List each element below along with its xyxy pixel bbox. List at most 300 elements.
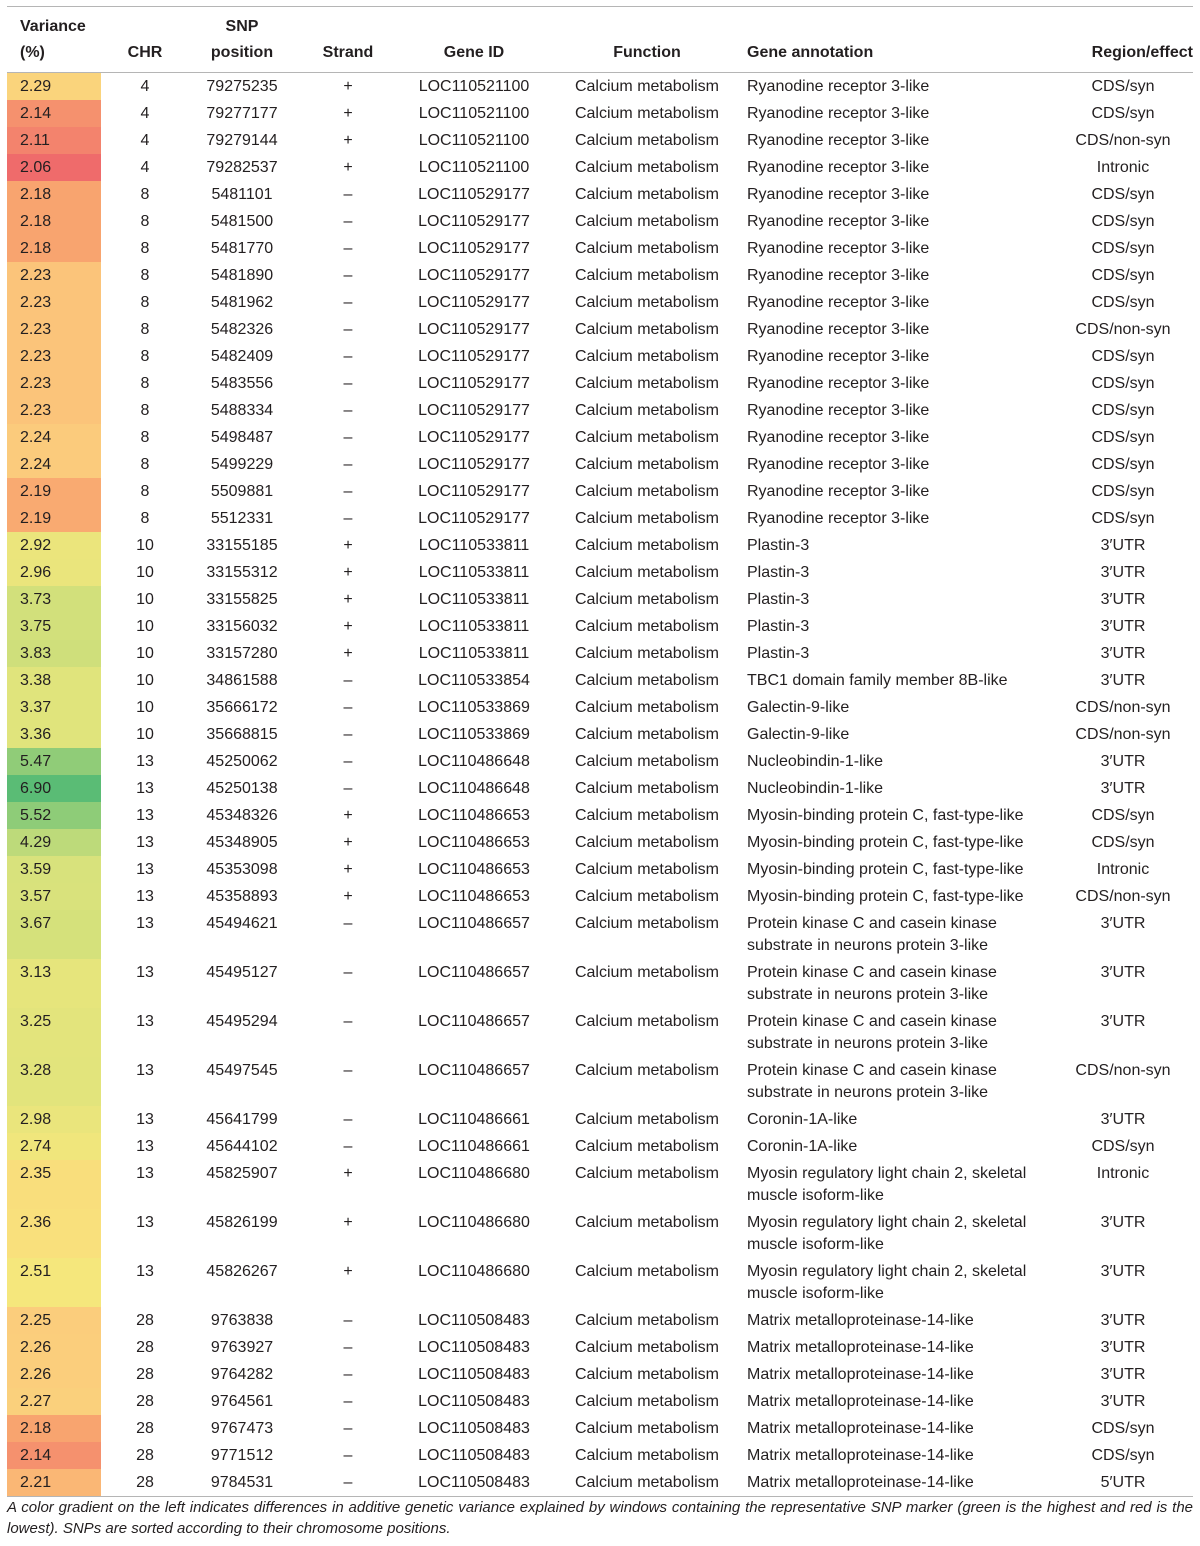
- snp-position-cell: 33156032: [206, 618, 278, 635]
- strand-cell: –: [343, 1013, 353, 1030]
- chr-cell: 13: [136, 1138, 154, 1155]
- region-effect-cell: CDS/syn: [1091, 267, 1155, 284]
- variance-cell: 3.25: [7, 1008, 101, 1057]
- chr-cell: 8: [140, 483, 150, 500]
- function-cell: Calcium metabolism: [574, 1420, 720, 1437]
- function-cell: Calcium metabolism: [574, 591, 720, 608]
- chr-cell: 4: [140, 105, 150, 122]
- function-cell: Calcium metabolism: [574, 726, 720, 743]
- table-row: [7, 154, 1193, 181]
- strand-cell: –: [343, 321, 353, 338]
- variance-cell: 2.29: [7, 73, 101, 101]
- gene-id-cell: LOC110533854: [418, 672, 530, 689]
- gene-annotation-cell: Ryanodine receptor 3-like: [747, 483, 930, 500]
- gene-annotation-cell: Ryanodine receptor 3-like: [747, 321, 930, 338]
- snp-table: [7, 6, 1193, 1497]
- gene-annotation-cell: Matrix metalloproteinase-14-like: [747, 1420, 974, 1437]
- snp-position-cell: 35668815: [206, 726, 278, 743]
- variance-cell: 5.52: [7, 802, 101, 829]
- function-cell: Calcium metabolism: [574, 1111, 720, 1128]
- table-row: [7, 208, 1193, 235]
- table-row: [7, 694, 1193, 721]
- region-effect-cell: 3′UTR: [1100, 618, 1146, 635]
- strand-cell: +: [343, 132, 353, 149]
- function-cell: Calcium metabolism: [574, 618, 720, 635]
- region-effect-cell: 3′UTR: [1100, 1312, 1146, 1329]
- chr-cell: 13: [136, 1263, 154, 1280]
- function-cell: Calcium metabolism: [574, 483, 720, 500]
- table-row: [7, 1469, 1193, 1497]
- chr-cell: 10: [136, 537, 154, 554]
- chr-cell: 8: [140, 402, 150, 419]
- gene-annotation-cell: Protein kinase C and casein kinase substrate in neurons protein 3-like: [747, 1062, 997, 1101]
- gene-id-cell: LOC110529177: [418, 186, 530, 203]
- gene-id-cell: LOC110533811: [418, 645, 530, 662]
- strand-cell: –: [343, 699, 353, 716]
- function-cell: Calcium metabolism: [574, 537, 720, 554]
- gene-id-cell: LOC110486657: [418, 1013, 530, 1030]
- table-footnote: A color gradient on the left indicates differences in additive genetic variance explained by windows containing the representative SNP marker (green is the highest and red is the lowest). SNPs are sorted according to their chromosome positions.: [7, 1499, 1193, 1537]
- snp-position-cell: 33155825: [206, 591, 278, 608]
- gene-id-cell: LOC110529177: [418, 510, 530, 527]
- table-row: [7, 1388, 1193, 1415]
- gene-annotation-cell: Myosin regulatory light chain 2, skeletal muscle isoform-like: [747, 1263, 1027, 1302]
- strand-cell: –: [295, 1469, 401, 1497]
- snp-position-cell: 5481500: [210, 213, 274, 230]
- region-effect-cell: CDS/non-syn: [1075, 888, 1171, 905]
- gene-annotation-cell: Matrix metalloproteinase-14-like: [747, 1312, 974, 1329]
- chr-cell: 10: [136, 645, 154, 662]
- strand-cell: –: [343, 510, 353, 527]
- chr-cell: 28: [136, 1366, 154, 1383]
- region-effect-cell: CDS/non-syn: [1075, 132, 1171, 149]
- region-effect-cell: CDS/syn: [1091, 456, 1155, 473]
- gene-annotation-cell: Myosin-binding protein C, fast-type-like: [747, 888, 1024, 905]
- gene-annotation-cell: Nucleobindin-1-like: [747, 753, 884, 770]
- function-cell: Calcium metabolism: [574, 105, 720, 122]
- region-effect-cell: 3′UTR: [1100, 1214, 1146, 1231]
- gene-annotation-cell: Ryanodine receptor 3-like: [747, 402, 930, 419]
- strand-cell: –: [343, 213, 353, 230]
- snp-position-cell: 45250062: [206, 753, 278, 770]
- region-effect-cell: 3′UTR: [1100, 1339, 1146, 1356]
- header-region-effect: Region/effect: [1053, 7, 1193, 73]
- header-strand: Strand: [295, 7, 401, 73]
- gene-id-cell: LOC110529177: [418, 402, 530, 419]
- region-effect-cell: 5′UTR: [1053, 1469, 1193, 1497]
- strand-cell: –: [343, 186, 353, 203]
- snp-position-cell: 45826199: [206, 1214, 278, 1231]
- region-effect-cell: CDS/non-syn: [1075, 1062, 1171, 1079]
- snp-position-cell: 5509881: [210, 483, 274, 500]
- gene-annotation-cell: Matrix metalloproteinase-14-like: [747, 1366, 974, 1383]
- function-cell: Calcium metabolism: [574, 267, 720, 284]
- function-cell: Calcium metabolism: [574, 672, 720, 689]
- function-cell: Calcium metabolism: [574, 1312, 720, 1329]
- header-chr: CHR: [101, 7, 189, 73]
- region-effect-cell: 3′UTR: [1100, 1366, 1146, 1383]
- gene-annotation-cell: Protein kinase C and casein kinase substrate in neurons protein 3-like: [747, 915, 997, 954]
- region-effect-cell: CDS/syn: [1091, 78, 1155, 95]
- snp-position-cell: 9763838: [210, 1312, 274, 1329]
- snp-position-cell: 9764282: [210, 1366, 274, 1383]
- header-variance: Variance (%): [7, 7, 101, 73]
- variance-cell: 2.98: [7, 1106, 101, 1133]
- strand-cell: –: [343, 240, 353, 257]
- chr-cell: 10: [136, 726, 154, 743]
- variance-cell: 2.25: [7, 1307, 101, 1334]
- region-effect-cell: CDS/syn: [1091, 1420, 1155, 1437]
- function-cell: Calcium metabolism: [574, 294, 720, 311]
- gene-annotation-cell: Ryanodine receptor 3-like: [747, 213, 930, 230]
- table-row: [7, 73, 1193, 101]
- table-row: [7, 127, 1193, 154]
- header-gene-id: Gene ID: [401, 7, 547, 73]
- gene-annotation-cell: Ryanodine receptor 3-like: [747, 375, 930, 392]
- snp-position-cell: 9763927: [210, 1339, 274, 1356]
- strand-cell: +: [343, 564, 353, 581]
- snp-position-cell: 9767473: [210, 1420, 274, 1437]
- function-cell: Calcium metabolism: [574, 1013, 720, 1030]
- variance-cell: 3.75: [7, 613, 101, 640]
- table-row: [7, 316, 1193, 343]
- variance-cell: 3.67: [7, 910, 101, 959]
- gene-id-cell: LOC110486657: [418, 964, 530, 981]
- function-cell: Calcium metabolism: [574, 915, 720, 932]
- snp-position-cell: 5481770: [210, 240, 274, 257]
- chr-cell: 13: [136, 807, 154, 824]
- table-row: [7, 883, 1193, 910]
- function-cell: Calcium metabolism: [574, 807, 720, 824]
- function-cell: Calcium metabolism: [574, 861, 720, 878]
- function-cell: Calcium metabolism: [574, 159, 720, 176]
- variance-cell: 2.35: [7, 1160, 101, 1209]
- table-row: [7, 532, 1193, 559]
- region-effect-cell: CDS/syn: [1091, 807, 1155, 824]
- gene-annotation-cell: Myosin-binding protein C, fast-type-like: [747, 861, 1024, 878]
- chr-cell: 10: [136, 591, 154, 608]
- gene-id-cell: LOC110486653: [418, 861, 530, 878]
- gene-annotation-cell: Galectin-9-like: [747, 726, 850, 743]
- table-row: [7, 640, 1193, 667]
- region-effect-cell: 3′UTR: [1100, 1111, 1146, 1128]
- snp-position-cell: 9784531: [189, 1469, 295, 1497]
- region-effect-cell: CDS/syn: [1091, 510, 1155, 527]
- strand-cell: +: [343, 807, 353, 824]
- gene-id-cell: LOC110486657: [418, 915, 530, 932]
- gene-id-cell: LOC110533811: [418, 591, 530, 608]
- strand-cell: –: [343, 726, 353, 743]
- chr-cell: 8: [140, 429, 150, 446]
- table-row: [7, 910, 1193, 959]
- table-row: [7, 1106, 1193, 1133]
- table-row: [7, 721, 1193, 748]
- variance-cell: 2.11: [7, 127, 101, 154]
- variance-cell: 6.90: [7, 775, 101, 802]
- table-row: [7, 262, 1193, 289]
- function-cell: Calcium metabolism: [574, 564, 720, 581]
- strand-cell: –: [343, 1447, 353, 1464]
- variance-cell: 2.23: [7, 370, 101, 397]
- gene-id-cell: LOC110521100: [418, 105, 530, 122]
- region-effect-cell: 3′UTR: [1100, 645, 1146, 662]
- strand-cell: +: [343, 159, 353, 176]
- table-row: [7, 1258, 1193, 1307]
- region-effect-cell: CDS/syn: [1091, 348, 1155, 365]
- table-row: [7, 613, 1193, 640]
- table-row: [7, 370, 1193, 397]
- gene-id-cell: LOC110533811: [418, 564, 530, 581]
- table-row: [7, 505, 1193, 532]
- variance-cell: 2.24: [7, 451, 101, 478]
- chr-cell: 10: [136, 564, 154, 581]
- chr-cell: 10: [136, 618, 154, 635]
- gene-annotation-cell: Plastin-3: [747, 618, 810, 635]
- snp-position-cell: 45641799: [206, 1111, 278, 1128]
- snp-position-cell: 33155185: [206, 537, 278, 554]
- snp-position-cell: 5498487: [210, 429, 274, 446]
- strand-cell: –: [343, 964, 353, 981]
- snp-position-cell: 5481101: [211, 186, 273, 203]
- strand-cell: +: [343, 834, 353, 851]
- variance-cell: 2.23: [7, 397, 101, 424]
- function-cell: Calcium metabolism: [574, 645, 720, 662]
- strand-cell: –: [343, 267, 353, 284]
- strand-cell: –: [343, 294, 353, 311]
- region-effect-cell: Intronic: [1096, 861, 1150, 878]
- chr-cell: 4: [140, 159, 150, 176]
- function-cell: Calcium metabolism: [574, 1393, 720, 1410]
- gene-id-cell: LOC110486653: [418, 807, 530, 824]
- region-effect-cell: CDS/syn: [1091, 105, 1155, 122]
- snp-position-cell: 45353098: [206, 861, 278, 878]
- snp-position-cell: 45825907: [206, 1165, 278, 1182]
- gene-id-cell: LOC110508483: [418, 1447, 530, 1464]
- strand-cell: –: [343, 1062, 353, 1079]
- snp-position-cell: 45826267: [206, 1263, 278, 1280]
- variance-cell: 3.36: [7, 721, 101, 748]
- chr-cell: 8: [140, 213, 150, 230]
- variance-cell: 3.83: [7, 640, 101, 667]
- gene-annotation-cell: Plastin-3: [747, 564, 810, 581]
- variance-cell: 2.06: [7, 154, 101, 181]
- gene-id-cell: LOC110486648: [418, 780, 530, 797]
- gene-annotation-cell: Plastin-3: [747, 537, 810, 554]
- table-row: [7, 775, 1193, 802]
- gene-annotation-cell: Coronin-1A-like: [747, 1111, 858, 1128]
- region-effect-cell: CDS/syn: [1091, 240, 1155, 257]
- snp-position-cell: 5481890: [210, 267, 274, 284]
- chr-cell: 13: [136, 1013, 154, 1030]
- region-effect-cell: 3′UTR: [1100, 564, 1146, 581]
- function-cell: Calcium metabolism: [574, 1447, 720, 1464]
- table-row: [7, 748, 1193, 775]
- strand-cell: +: [343, 1214, 353, 1231]
- strand-cell: –: [343, 1111, 353, 1128]
- gene-annotation-cell: Matrix metalloproteinase-14-like: [747, 1393, 974, 1410]
- snp-position-cell: 45644102: [206, 1138, 278, 1155]
- gene-id-cell: LOC110529177: [418, 321, 530, 338]
- table-row: [7, 181, 1193, 208]
- strand-cell: +: [343, 618, 353, 635]
- gene-annotation-cell: Ryanodine receptor 3-like: [747, 78, 930, 95]
- gene-annotation-cell: Ryanodine receptor 3-like: [747, 159, 930, 176]
- gene-annotation-cell: Ryanodine receptor 3-like: [747, 267, 930, 284]
- gene-annotation-cell: Matrix metalloproteinase-14-like: [747, 1447, 974, 1464]
- strand-cell: –: [343, 456, 353, 473]
- chr-cell: 13: [136, 1111, 154, 1128]
- gene-id-cell: LOC110486661: [418, 1138, 530, 1155]
- table-row: [7, 667, 1193, 694]
- function-cell: Calcium metabolism: [574, 753, 720, 770]
- function-cell: Calcium metabolism: [574, 1062, 720, 1079]
- function-cell: Calcium metabolism: [574, 780, 720, 797]
- gene-annotation-cell: Matrix metalloproteinase-14-like: [747, 1469, 1053, 1497]
- function-cell: Calcium metabolism: [574, 1263, 720, 1280]
- strand-cell: –: [343, 483, 353, 500]
- variance-cell: 2.21: [7, 1469, 101, 1497]
- gene-id-cell: LOC110486653: [418, 834, 530, 851]
- table-row: [7, 343, 1193, 370]
- region-effect-cell: CDS/non-syn: [1075, 321, 1171, 338]
- gene-annotation-cell: Myosin regulatory light chain 2, skeletal muscle isoform-like: [747, 1214, 1027, 1253]
- table-row: [7, 802, 1193, 829]
- strand-cell: –: [343, 1420, 353, 1437]
- variance-cell: 2.14: [7, 100, 101, 127]
- gene-id-cell: LOC110521100: [418, 132, 530, 149]
- strand-cell: –: [343, 1339, 353, 1356]
- chr-cell: 13: [136, 1062, 154, 1079]
- table-row: [7, 397, 1193, 424]
- chr-cell: 8: [140, 375, 150, 392]
- chr-cell: 10: [136, 699, 154, 716]
- snp-position-cell: 5482409: [210, 348, 274, 365]
- region-effect-cell: 3′UTR: [1100, 672, 1146, 689]
- region-effect-cell: CDS/syn: [1091, 402, 1155, 419]
- region-effect-cell: CDS/syn: [1091, 213, 1155, 230]
- table-row: [7, 1361, 1193, 1388]
- variance-cell: 2.24: [7, 424, 101, 451]
- snp-position-cell: 79277177: [206, 105, 278, 122]
- gene-id-cell: LOC110508483: [418, 1339, 530, 1356]
- region-effect-cell: CDS/syn: [1091, 294, 1155, 311]
- gene-id-cell: LOC110533811: [418, 537, 530, 554]
- gene-annotation-cell: Myosin-binding protein C, fast-type-like: [747, 807, 1024, 824]
- gene-annotation-cell: Nucleobindin-1-like: [747, 780, 884, 797]
- variance-cell: 2.14: [7, 1442, 101, 1469]
- function-cell: Calcium metabolism: [574, 213, 720, 230]
- gene-annotation-cell: Ryanodine receptor 3-like: [747, 348, 930, 365]
- table-row: [7, 424, 1193, 451]
- snp-position-cell: 5512331: [210, 510, 274, 527]
- function-cell: Calcium metabolism: [574, 1165, 720, 1182]
- gene-annotation-cell: Ryanodine receptor 3-like: [747, 510, 930, 527]
- snp-position-cell: 33155312: [206, 564, 278, 581]
- chr-cell: 10: [136, 672, 154, 689]
- variance-cell: 3.28: [7, 1057, 101, 1106]
- strand-cell: –: [343, 780, 353, 797]
- gene-id-cell: LOC110529177: [418, 429, 530, 446]
- chr-cell: 13: [136, 780, 154, 797]
- region-effect-cell: 3′UTR: [1100, 964, 1146, 981]
- strand-cell: +: [343, 105, 353, 122]
- chr-cell: 4: [140, 78, 150, 95]
- table-row: [7, 289, 1193, 316]
- strand-cell: –: [343, 1366, 353, 1383]
- variance-cell: 2.26: [7, 1334, 101, 1361]
- gene-id-cell: LOC110508483: [401, 1469, 547, 1497]
- table-row: [7, 451, 1193, 478]
- snp-position-cell: 9764561: [210, 1393, 274, 1410]
- variance-cell: 2.51: [7, 1258, 101, 1307]
- snp-position-cell: 79279144: [206, 132, 278, 149]
- gene-id-cell: LOC110533811: [418, 618, 530, 635]
- chr-cell: 13: [136, 964, 154, 981]
- gene-annotation-cell: Coronin-1A-like: [747, 1138, 858, 1155]
- chr-cell: 8: [140, 348, 150, 365]
- table-row: [7, 1415, 1193, 1442]
- gene-annotation-cell: Ryanodine receptor 3-like: [747, 105, 930, 122]
- function-cell: Calcium metabolism: [547, 1469, 747, 1497]
- region-effect-cell: 3′UTR: [1100, 1013, 1146, 1030]
- gene-id-cell: LOC110508483: [418, 1312, 530, 1329]
- function-cell: Calcium metabolism: [574, 1339, 720, 1356]
- table-row: [7, 1160, 1193, 1209]
- chr-cell: 13: [136, 834, 154, 851]
- gene-id-cell: LOC110529177: [418, 267, 530, 284]
- region-effect-cell: 3′UTR: [1100, 780, 1146, 797]
- snp-position-cell: 5481962: [210, 294, 274, 311]
- function-cell: Calcium metabolism: [574, 888, 720, 905]
- snp-position-cell: 35666172: [206, 699, 278, 716]
- variance-cell: 3.57: [7, 883, 101, 910]
- gene-id-cell: LOC110533869: [418, 726, 530, 743]
- variance-cell: 2.92: [7, 532, 101, 559]
- variance-cell: 2.19: [7, 478, 101, 505]
- region-effect-cell: CDS/syn: [1091, 1447, 1155, 1464]
- function-cell: Calcium metabolism: [574, 834, 720, 851]
- function-cell: Calcium metabolism: [574, 321, 720, 338]
- snp-position-cell: 45495294: [206, 1013, 278, 1030]
- region-effect-cell: 3′UTR: [1100, 1393, 1146, 1410]
- snp-position-cell: 33157280: [206, 645, 278, 662]
- gene-id-cell: LOC110529177: [418, 348, 530, 365]
- table-row: [7, 1307, 1193, 1334]
- region-effect-cell: CDS/non-syn: [1075, 699, 1171, 716]
- gene-id-cell: LOC110486661: [418, 1111, 530, 1128]
- snp-position-cell: 45250138: [206, 780, 278, 797]
- strand-cell: –: [343, 1312, 353, 1329]
- gene-id-cell: LOC110486680: [418, 1214, 530, 1231]
- gene-annotation-cell: Ryanodine receptor 3-like: [747, 132, 930, 149]
- region-effect-cell: CDS/syn: [1091, 1138, 1155, 1155]
- snp-position-cell: 79282537: [206, 159, 278, 176]
- chr-cell: 28: [136, 1393, 154, 1410]
- table-row: [7, 478, 1193, 505]
- region-effect-cell: 3′UTR: [1100, 591, 1146, 608]
- snp-position-cell: 5483556: [210, 375, 274, 392]
- strand-cell: –: [343, 402, 353, 419]
- strand-cell: –: [343, 375, 353, 392]
- table-row: [7, 586, 1193, 613]
- gene-annotation-cell: Matrix metalloproteinase-14-like: [747, 1339, 974, 1356]
- gene-annotation-cell: Galectin-9-like: [747, 699, 850, 716]
- table-row: [7, 235, 1193, 262]
- gene-id-cell: LOC110533869: [418, 699, 530, 716]
- snp-position-cell: 5482326: [210, 321, 274, 338]
- variance-cell: 2.18: [7, 181, 101, 208]
- strand-cell: +: [343, 1165, 353, 1182]
